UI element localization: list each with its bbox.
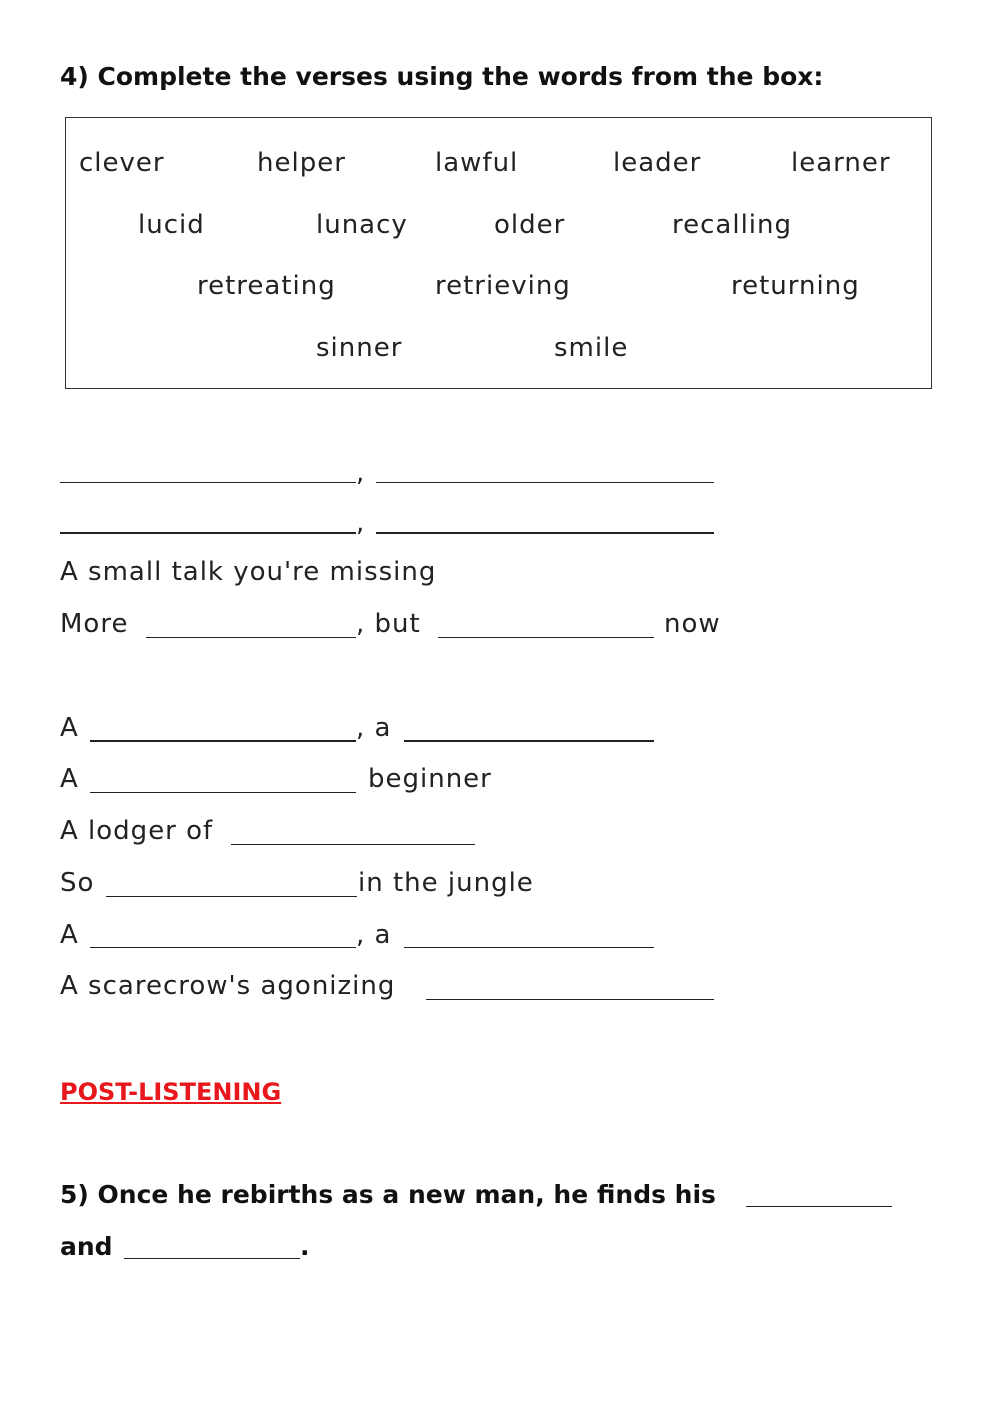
verse-line-4-end: now xyxy=(664,609,721,639)
blank-line2-a[interactable] xyxy=(60,532,356,534)
word-older: older xyxy=(494,210,566,240)
word-retreating: retreating xyxy=(197,271,336,301)
blank-line6[interactable] xyxy=(90,792,356,793)
word-lunacy: lunacy xyxy=(316,210,408,240)
blank-line4-a[interactable] xyxy=(146,637,356,638)
blank-q5-b[interactable] xyxy=(124,1258,300,1259)
question-5-and: and xyxy=(60,1232,113,1261)
verse-line-7-start: A lodger of xyxy=(60,816,214,846)
verse-line-9-start: A xyxy=(60,920,79,950)
verse-line-4-start: More xyxy=(60,609,129,639)
blank-line8[interactable] xyxy=(106,896,357,897)
word-learner: learner xyxy=(791,148,891,178)
blank-line1-a[interactable] xyxy=(60,482,356,483)
word-smile: smile xyxy=(554,333,629,363)
word-lucid: lucid xyxy=(138,210,205,240)
blank-line10[interactable] xyxy=(426,999,714,1000)
word-recalling: recalling xyxy=(672,210,792,240)
word-retrieving: retrieving xyxy=(435,271,571,301)
blank-line1-b[interactable] xyxy=(376,482,714,483)
blank-line2-b[interactable] xyxy=(376,532,714,534)
verse-line-4-mid: , but xyxy=(356,609,421,639)
verse-line-9-mid: , a xyxy=(356,920,392,950)
verse-line-5-mid: , a xyxy=(356,713,392,743)
blank-line5-b[interactable] xyxy=(404,740,654,742)
word-sinner: sinner xyxy=(316,333,403,363)
blank-q5-a[interactable] xyxy=(746,1206,892,1207)
word-clever: clever xyxy=(79,148,165,178)
verse-line-8-end: in the jungle xyxy=(358,868,534,898)
blank-line9-b[interactable] xyxy=(404,947,654,948)
word-leader: leader xyxy=(613,148,702,178)
question-5-period: . xyxy=(300,1232,310,1261)
verse-line-8-start: So xyxy=(60,868,95,898)
word-lawful: lawful xyxy=(435,148,519,178)
comma: , xyxy=(356,508,365,538)
blank-line7[interactable] xyxy=(231,844,475,845)
verse-line-6-start: A xyxy=(60,764,79,794)
post-listening-heading: POST-LISTENING xyxy=(60,1078,282,1106)
verse-line-6-end: beginner xyxy=(368,764,492,794)
blank-line9-a[interactable] xyxy=(90,947,356,948)
blank-line4-b[interactable] xyxy=(438,637,654,638)
question-5-text: 5) Once he rebirths as a new man, he finds his xyxy=(60,1180,716,1209)
verse-line-3: A small talk you're missing xyxy=(60,557,437,587)
comma: , xyxy=(356,458,365,488)
word-box xyxy=(65,117,932,389)
word-returning: returning xyxy=(731,271,860,301)
verse-line-10-start: A scarecrow's agonizing xyxy=(60,971,396,1001)
verse-line-5-start: A xyxy=(60,713,79,743)
blank-line5-a[interactable] xyxy=(90,740,356,742)
question-4-title: 4) Complete the verses using the words from the box: xyxy=(60,62,824,91)
word-helper: helper xyxy=(257,148,346,178)
